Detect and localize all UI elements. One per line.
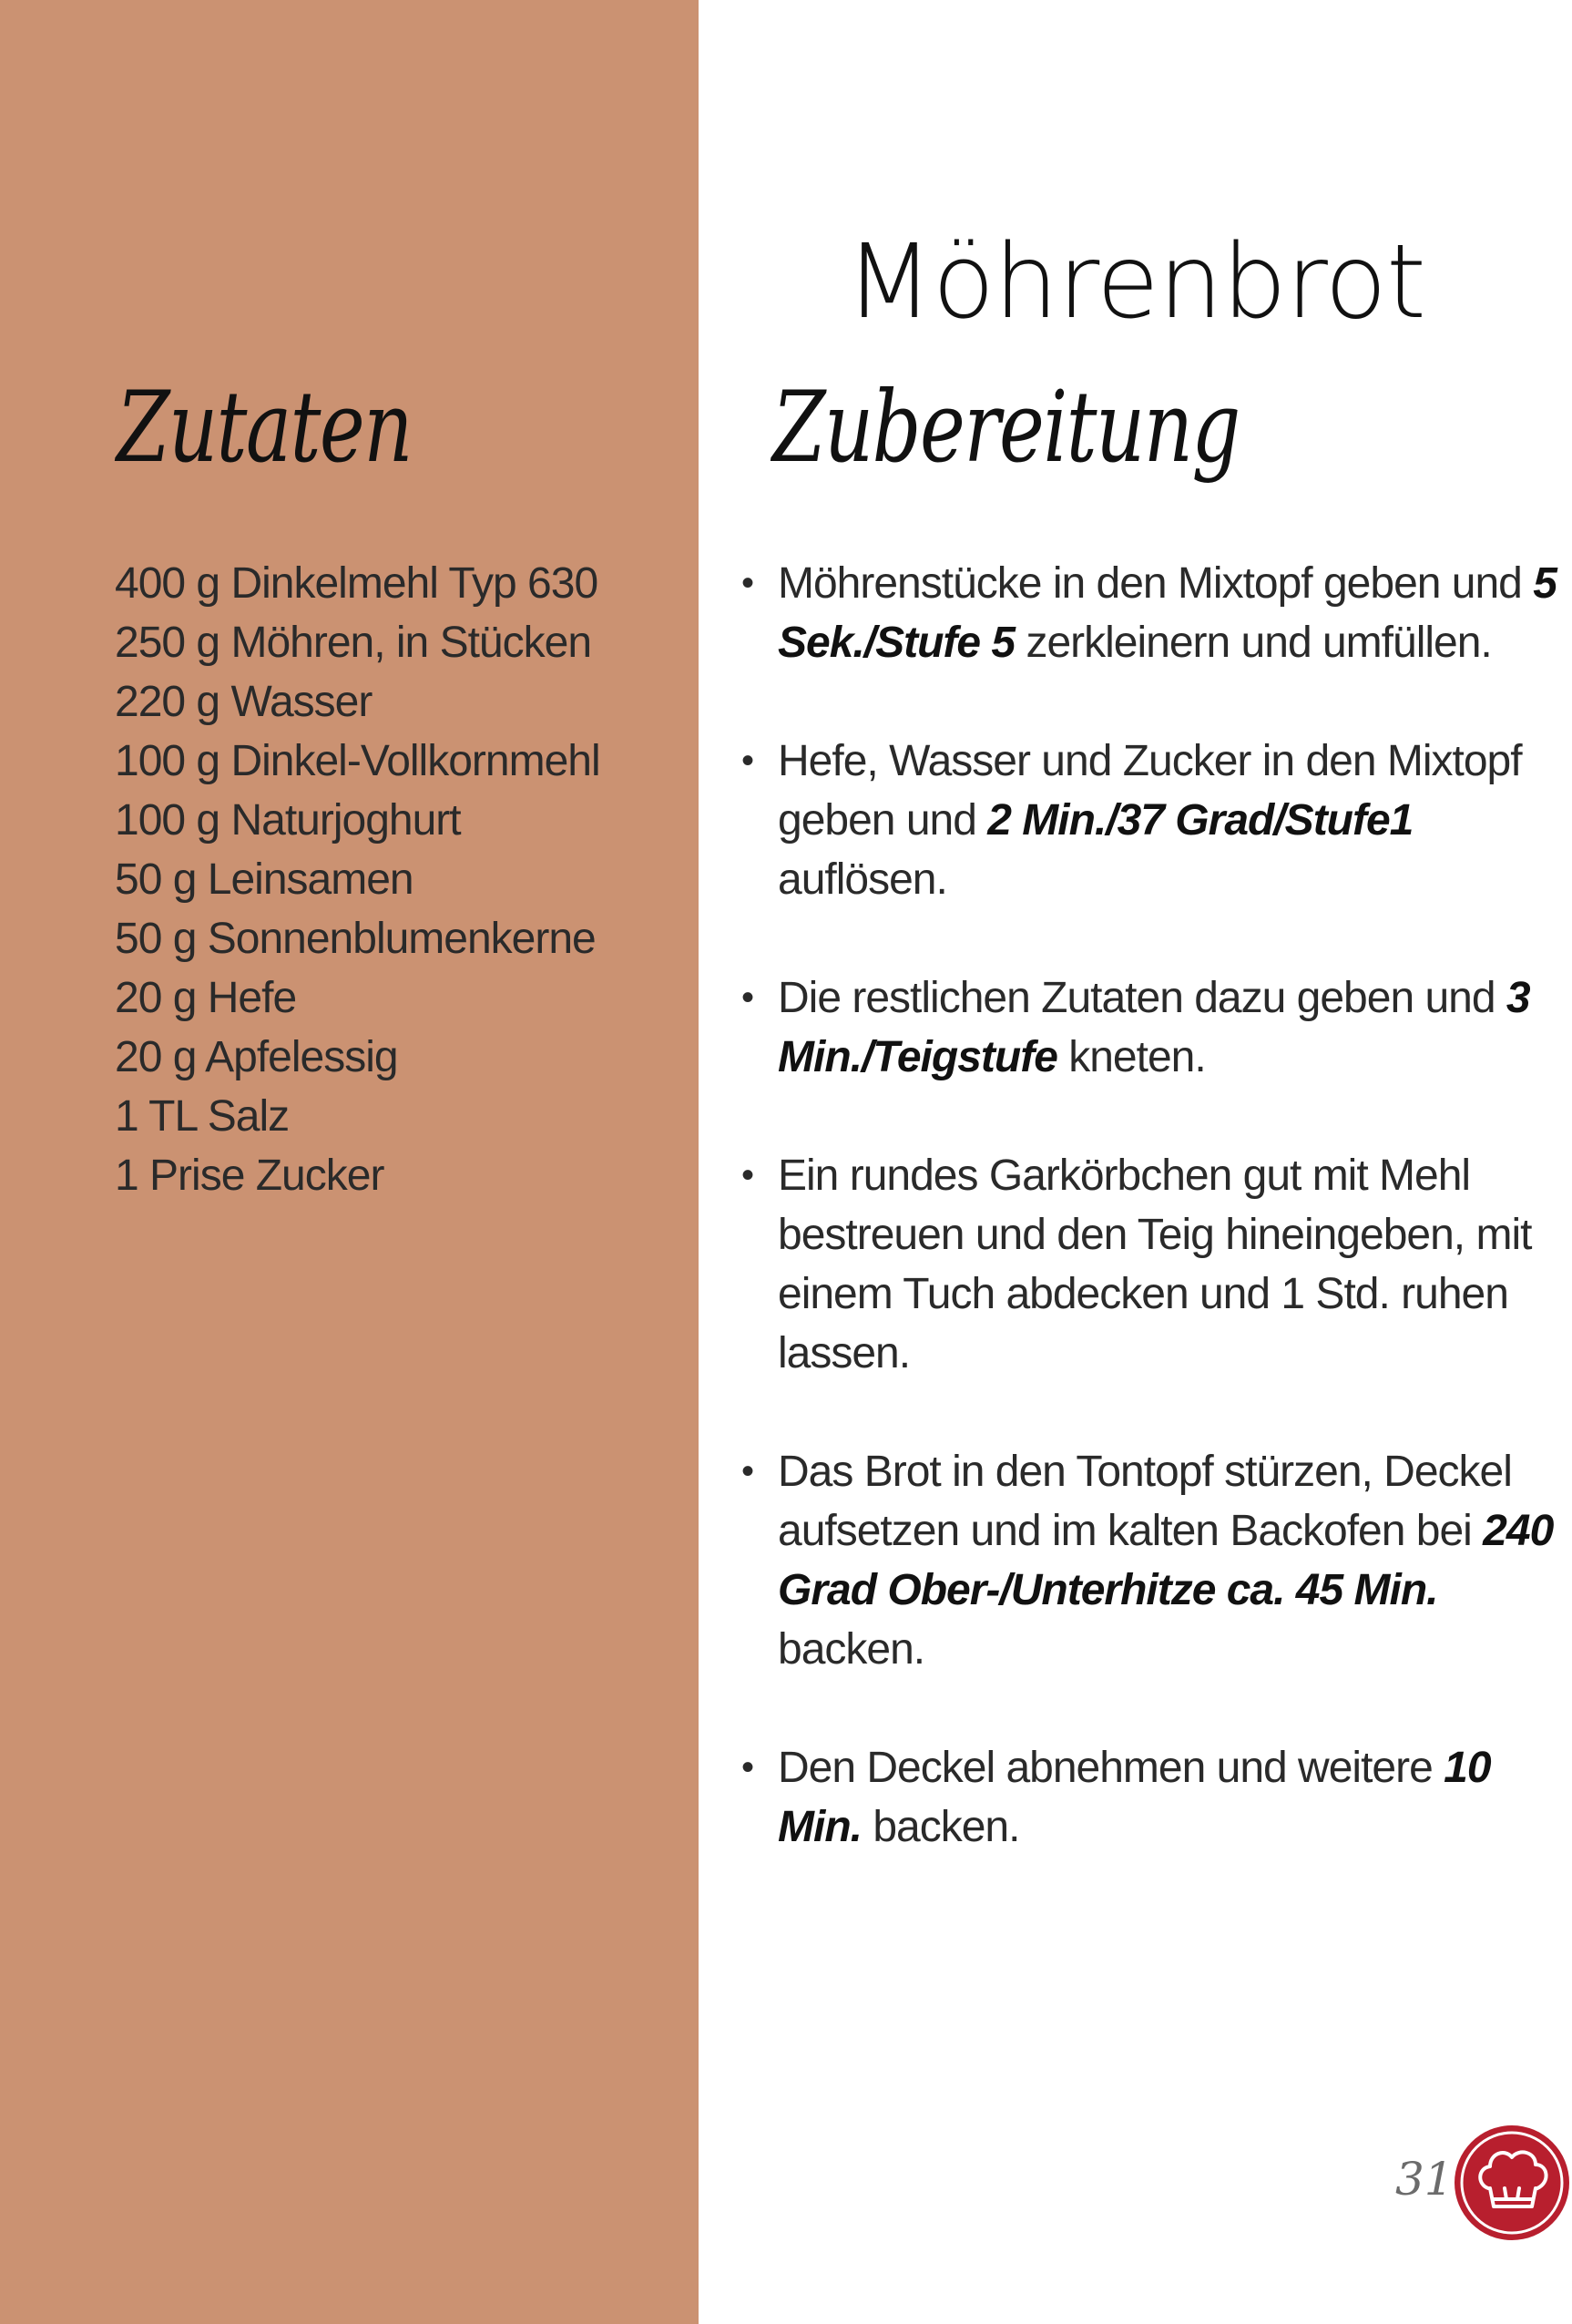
ingredient-item: 1 Prise Zucker bbox=[115, 1152, 384, 1200]
ingredient-item: 400 g Dinkelmehl Typ 630 bbox=[115, 559, 598, 608]
step-text: auflösen. bbox=[778, 855, 947, 904]
bullet-icon: • bbox=[741, 563, 754, 603]
preparation-step bbox=[736, 968, 1572, 1087]
step-text: Möhrenstücke in den Mixtopf geben und bbox=[778, 559, 1534, 608]
ingredient-item: 20 g Hefe bbox=[115, 974, 297, 1022]
ingredients-list bbox=[115, 554, 600, 1205]
step-emphasis: 240 Grad Ober-/Unterhitze ca. 45 Min. bbox=[778, 1507, 1554, 1614]
bullet-icon: • bbox=[741, 741, 754, 781]
step-text: zerkleinern und umfüllen. bbox=[1015, 619, 1492, 667]
page-title: Möhrenbrot bbox=[845, 223, 1425, 343]
ingredient-item: 1 TL Salz bbox=[115, 1092, 290, 1141]
ingredient-item: 20 g Apfelessig bbox=[115, 1033, 398, 1081]
step-emphasis: 10 Min. bbox=[778, 1744, 1491, 1851]
step-text: Ein rundes Garkörbchen gut mit Mehl bestreuen und den Teig hineingeben, mit einem Tuch abdecken und 1 Std. ruhen lassen. bbox=[778, 1152, 1532, 1377]
ingredient-item: 250 g Möhren, in Stücken bbox=[115, 619, 592, 667]
step-emphasis: 2 Min./37 Grad/Stufe1 bbox=[987, 796, 1414, 845]
bullet-icon: • bbox=[741, 1155, 754, 1195]
preparation-step bbox=[736, 1738, 1572, 1857]
step-emphasis: 5 Sek./Stufe 5 bbox=[778, 559, 1557, 667]
bullet-icon: • bbox=[741, 1451, 754, 1491]
preparation-step bbox=[736, 1442, 1572, 1679]
preparation-step bbox=[736, 732, 1572, 909]
ingredient-item: 100 g Naturjoghurt bbox=[115, 796, 461, 845]
preparation-step bbox=[736, 1146, 1572, 1383]
preparation-heading: Zubereitung bbox=[772, 371, 1240, 485]
step-text: Den Deckel abnehmen und weitere bbox=[778, 1744, 1444, 1792]
preparation-step bbox=[736, 554, 1572, 672]
step-text: Das Brot in den Tontopf stürzen, Deckel aufsetzen und im kalten Backofen bei bbox=[778, 1448, 1512, 1555]
step-text: kneten. bbox=[1057, 1033, 1206, 1081]
step-emphasis: 3 Min./Teigstufe bbox=[778, 974, 1530, 1081]
ingredient-item: 100 g Dinkel-Vollkornmehl bbox=[115, 737, 600, 785]
preparation-steps bbox=[736, 554, 1572, 1916]
ingredients-heading: Zutaten bbox=[117, 371, 412, 485]
bullet-icon: • bbox=[741, 1747, 754, 1787]
ingredient-item: 50 g Leinsamen bbox=[115, 855, 413, 904]
page-number: 31 bbox=[1395, 2153, 1454, 2206]
step-text: backen. bbox=[861, 1803, 1020, 1851]
chef-hat-icon bbox=[1452, 2123, 1572, 2243]
ingredient-item: 220 g Wasser bbox=[115, 678, 373, 726]
step-text: Die restlichen Zutaten dazu geben und bbox=[778, 974, 1506, 1022]
bullet-icon: • bbox=[741, 978, 754, 1018]
ingredient-item: 50 g Sonnenblumenkerne bbox=[115, 915, 596, 963]
step-text: backen. bbox=[778, 1625, 925, 1674]
step-text: Hefe, Wasser und Zucker in den Mixtopf geben und bbox=[778, 737, 1522, 845]
